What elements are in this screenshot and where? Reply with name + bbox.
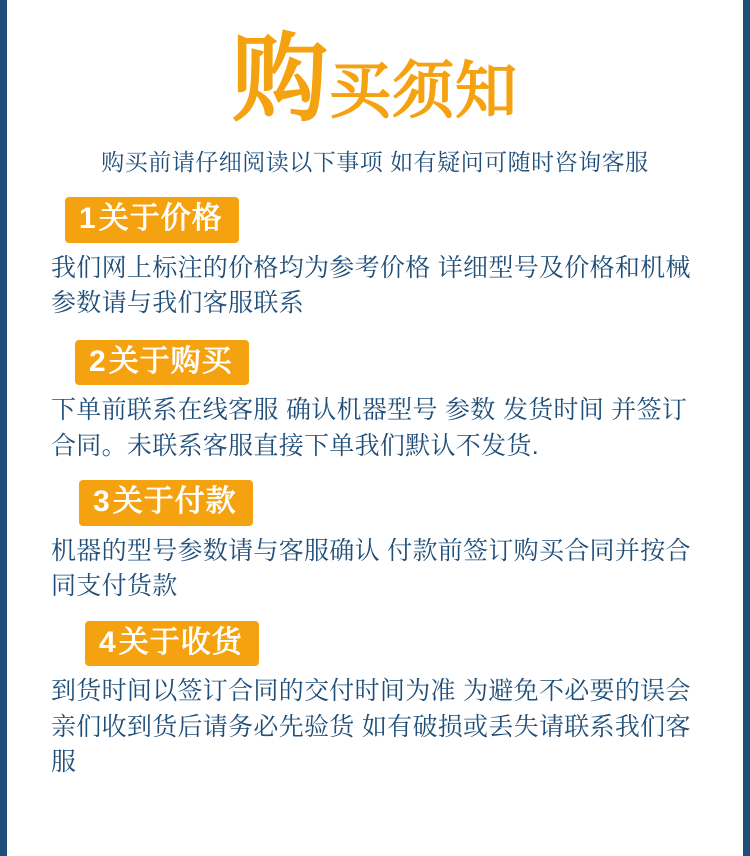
section-payment-badge — [79, 480, 253, 526]
section-price-heading: 关于价格 — [98, 202, 223, 235]
page-title-rest: 买须知 — [328, 57, 518, 126]
page-title — [37, 26, 713, 133]
section-purchase-body: 下单前联系在线客服 确认机器型号 参数 发货时间 并签订合同。未联系客服直接下单我们默认不发货. — [51, 396, 688, 460]
section-price-badge — [65, 197, 239, 243]
section-delivery-number: 4 — [99, 625, 117, 659]
section-price — [37, 197, 713, 322]
section-payment-body: 机器的型号参数请与客服确认 付款前签订购买合同并按合同支付货款 — [51, 536, 691, 600]
section-payment-number: 3 — [93, 485, 111, 518]
section-payment — [37, 480, 713, 605]
section-purchase-badge-wrap — [37, 340, 713, 386]
section-payment-heading: 关于付款 — [112, 485, 237, 518]
section-price-number: 1 — [79, 202, 97, 235]
section-purchase-badge — [75, 340, 249, 386]
section-purchase-number: 2 — [89, 344, 107, 378]
section-purchase-heading: 关于购买 — [108, 344, 233, 378]
section-delivery-body: 到货时间以签订合同的交付时间为准 为避免不必要的误会 亲们收到货后请务必先验货 如有破损或丢失请联系我们客服 — [51, 677, 691, 776]
page-title-first-char: 购 — [231, 26, 329, 133]
content-container — [7, 0, 743, 781]
page-subtitle: 购买前请仔细阅读以下事项 如有疑问可随时咨询客服 — [101, 149, 649, 175]
section-payment-badge-wrap — [37, 480, 713, 526]
section-price-body: 我们网上标注的价格均为参考价格 详细型号及价格和机械参数请与我们客服联系 — [51, 253, 691, 317]
section-delivery-badge — [85, 621, 259, 667]
section-delivery — [37, 621, 713, 781]
section-delivery-badge-wrap — [37, 621, 713, 667]
section-delivery-heading: 关于收货 — [118, 625, 243, 659]
section-purchase — [37, 340, 713, 465]
section-price-badge-wrap — [37, 197, 713, 243]
